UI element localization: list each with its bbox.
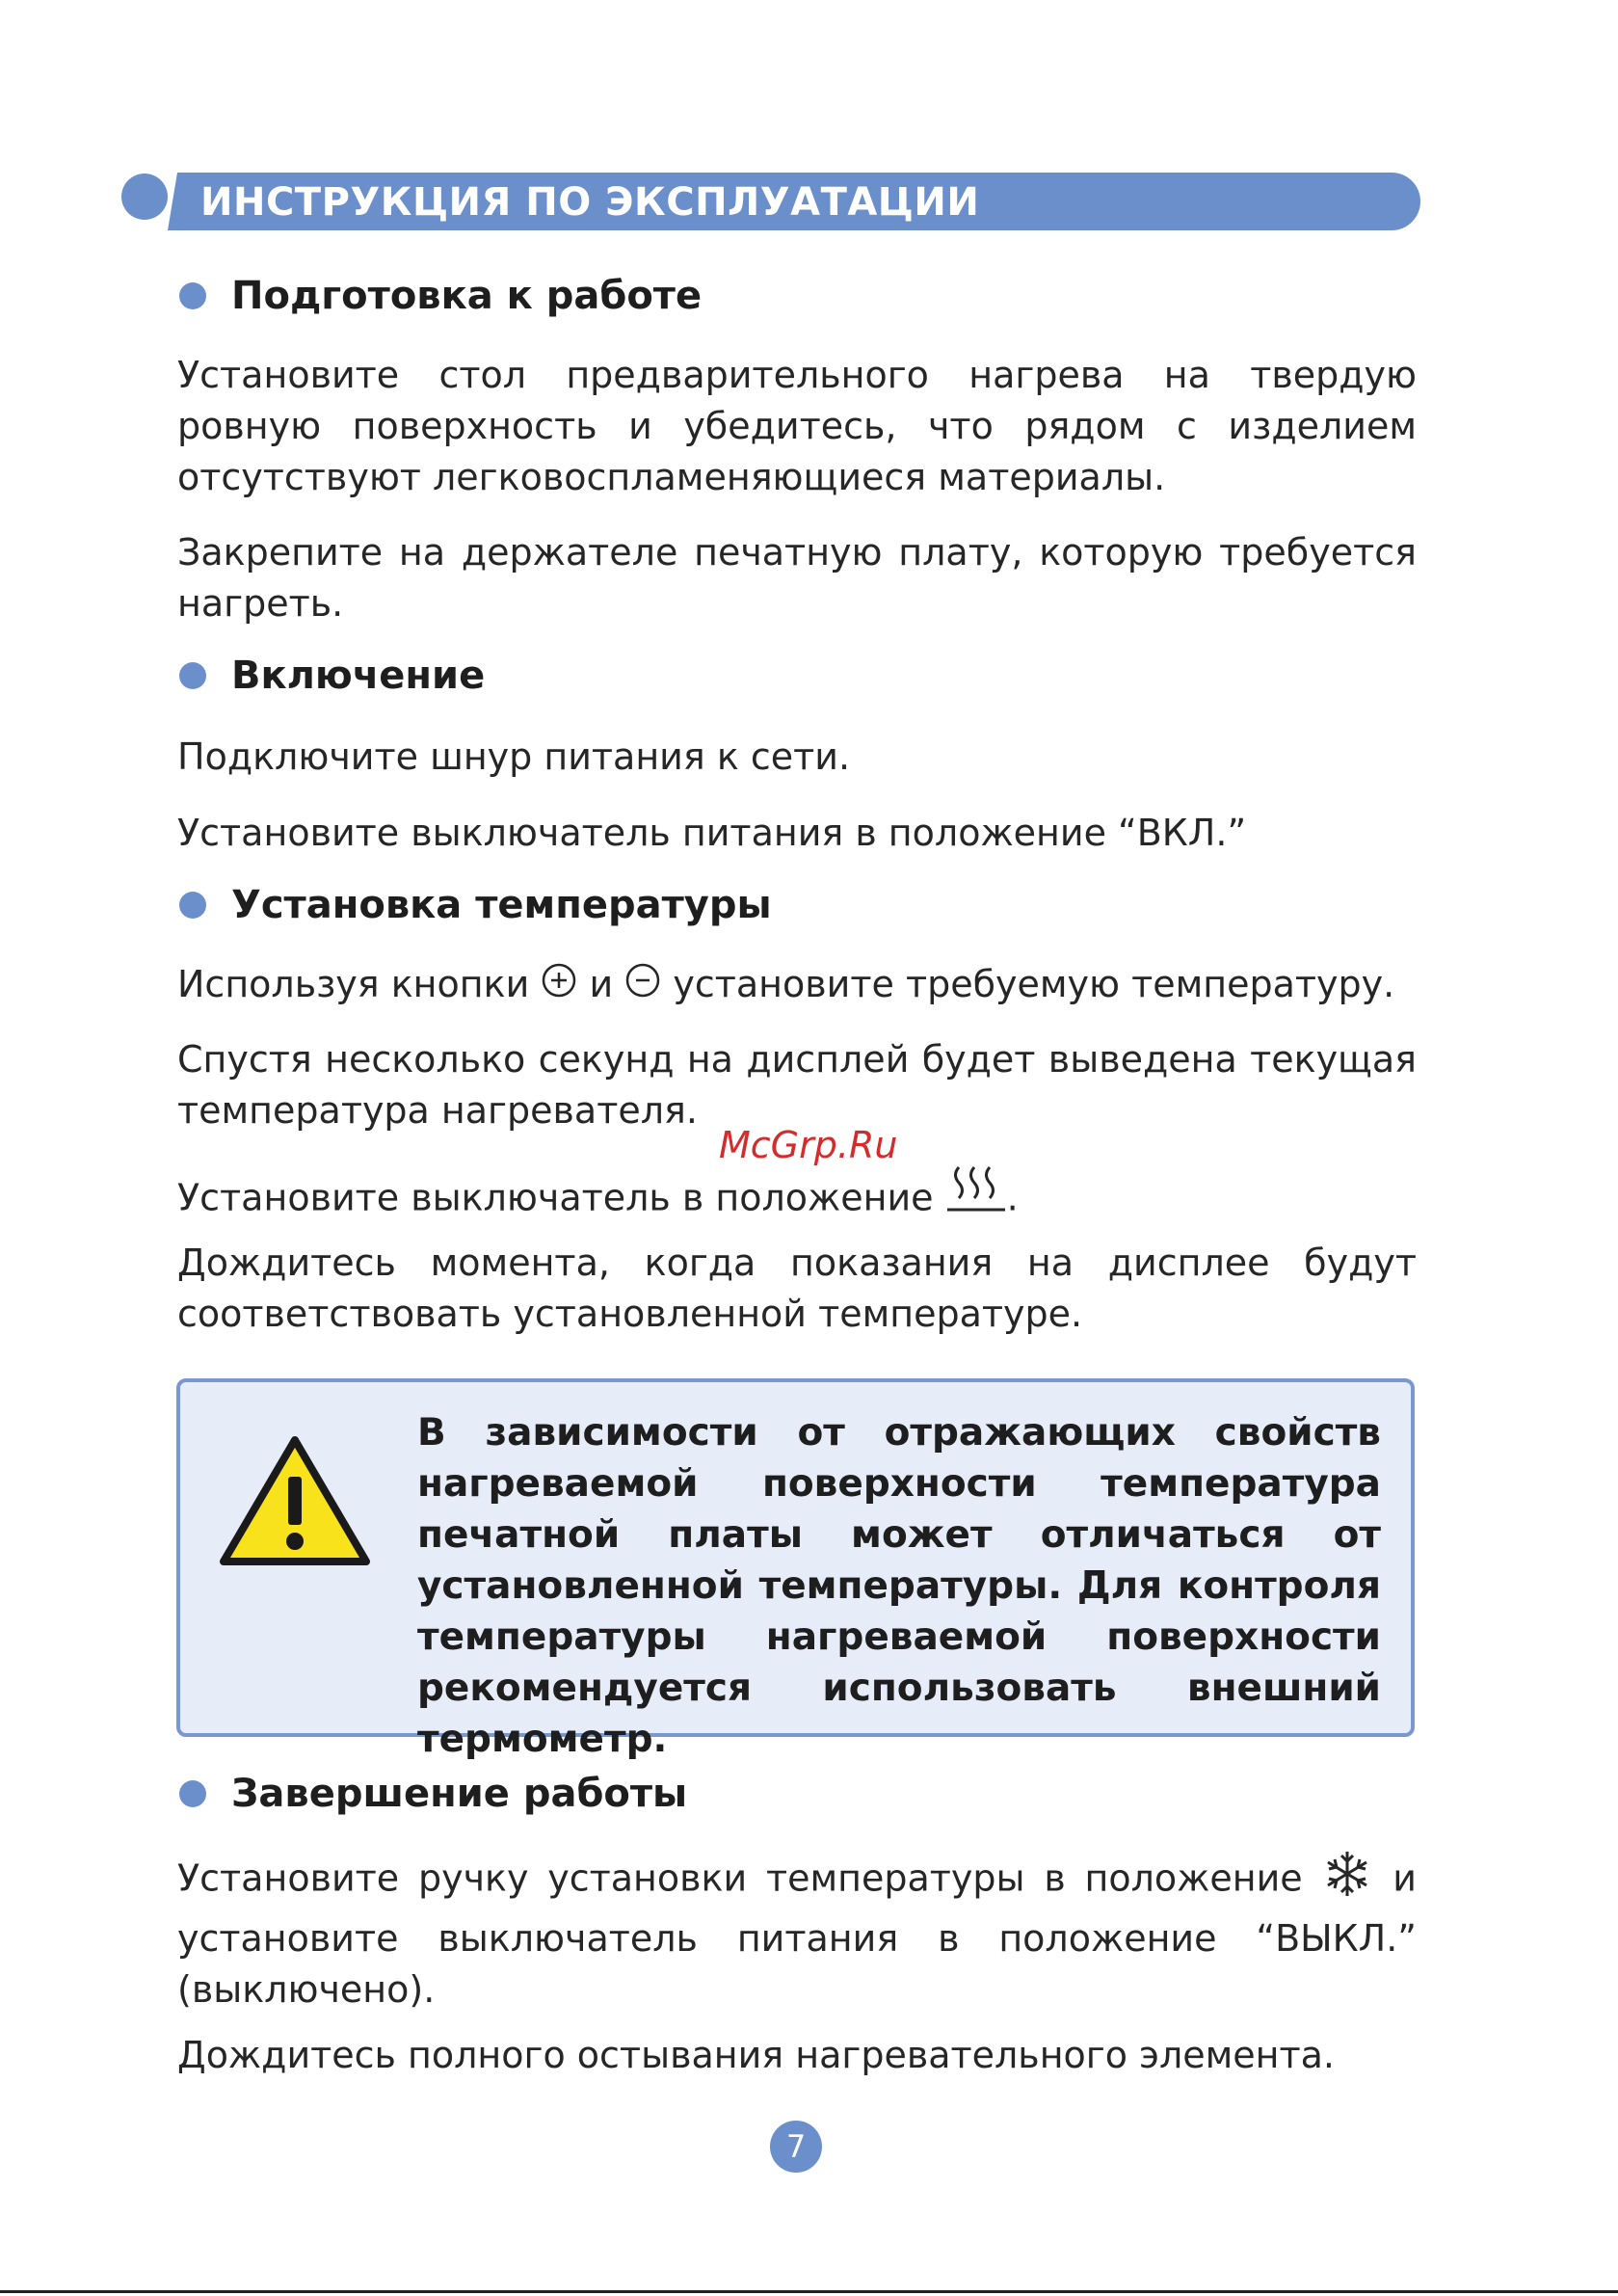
paragraph-power-on-2: Установите выключатель питания в положение “ВКЛ.” — [177, 812, 1247, 854]
text-segment: и — [589, 963, 614, 1005]
warning-text: В зависимости от отражающих свойств нагреваемой поверхности температура печатной платы может отличаться от установленной температуры. Для контроля температуры нагреваемой поверхности рекомендуется использовать внешний термометр. — [417, 1411, 1381, 1761]
paragraph-temperature-2: Спустя несколько секунд на дисплей будет выведена текущая температура нагревателя. — [177, 1038, 1417, 1132]
text-segment: . — [1006, 1176, 1019, 1219]
plus-circle-icon — [541, 961, 577, 1012]
section-heading-power-on — [179, 654, 485, 698]
section-heading-temperature — [179, 883, 772, 927]
section-title: Завершение работы — [231, 1772, 688, 1816]
bullet-icon — [179, 282, 206, 309]
paragraph-power-on-1: Подключите шнур питания к сети. — [177, 735, 851, 778]
section-title: Подготовка к работе — [231, 274, 703, 318]
text-segment: и установите выключатель питания в положение “ВЫКЛ.” (выключено). — [177, 1856, 1417, 2011]
page-number: 7 — [770, 2121, 822, 2173]
watermark: McGrp.Ru — [719, 1124, 898, 1166]
warning-box — [176, 1378, 1415, 1761]
paragraph-temperature-3 — [177, 1161, 1417, 1239]
paragraph-preparation-1: Установите стол предварительного нагрева на твердую ровную поверхность и убедитесь, что рядом с изделием отсутствуют легковоспламеняющиеся материалы. — [177, 354, 1417, 498]
section-title: Включение — [231, 654, 486, 698]
text-segment: установите требуемую температуру. — [673, 963, 1395, 1005]
paragraph-temperature-4: Дождитесь момента, когда показания на дисплее будут соответствовать установленной температуре. — [177, 1241, 1417, 1335]
snowflake-icon — [1321, 1848, 1373, 1913]
text-segment: Используя кнопки — [177, 963, 530, 1005]
footer-divider — [0, 2290, 1618, 2293]
section-heading-preparation — [179, 274, 702, 318]
section-title: Установка температуры — [231, 883, 772, 927]
text-segment: Установите ручку установки температуры в положение — [177, 1856, 1303, 1900]
minus-circle-icon — [624, 961, 661, 1012]
text-segment: Установите выключатель в положение — [177, 1176, 934, 1219]
heat-waves-icon — [945, 1161, 1007, 1239]
page-title: ИНСТРУКЦИЯ ПО ЭКСПЛУАТАЦИИ — [200, 180, 980, 225]
bullet-icon — [179, 1780, 206, 1807]
warning-triangle-icon — [219, 1434, 371, 1571]
paragraph-preparation-2: Закрепите на держателе печатную плату, которую требуется нагреть. — [177, 531, 1417, 625]
bullet-icon — [179, 892, 206, 919]
bullet-icon — [179, 662, 206, 689]
section-heading-shutdown — [179, 1772, 687, 1816]
paragraph-temperature-1 — [177, 959, 1417, 1012]
header-circle-decoration — [121, 174, 168, 220]
paragraph-shutdown-2: Дождитесь полного остывания нагревательного элемента. — [177, 2034, 1336, 2076]
paragraph-shutdown-1 — [177, 1848, 1417, 2016]
